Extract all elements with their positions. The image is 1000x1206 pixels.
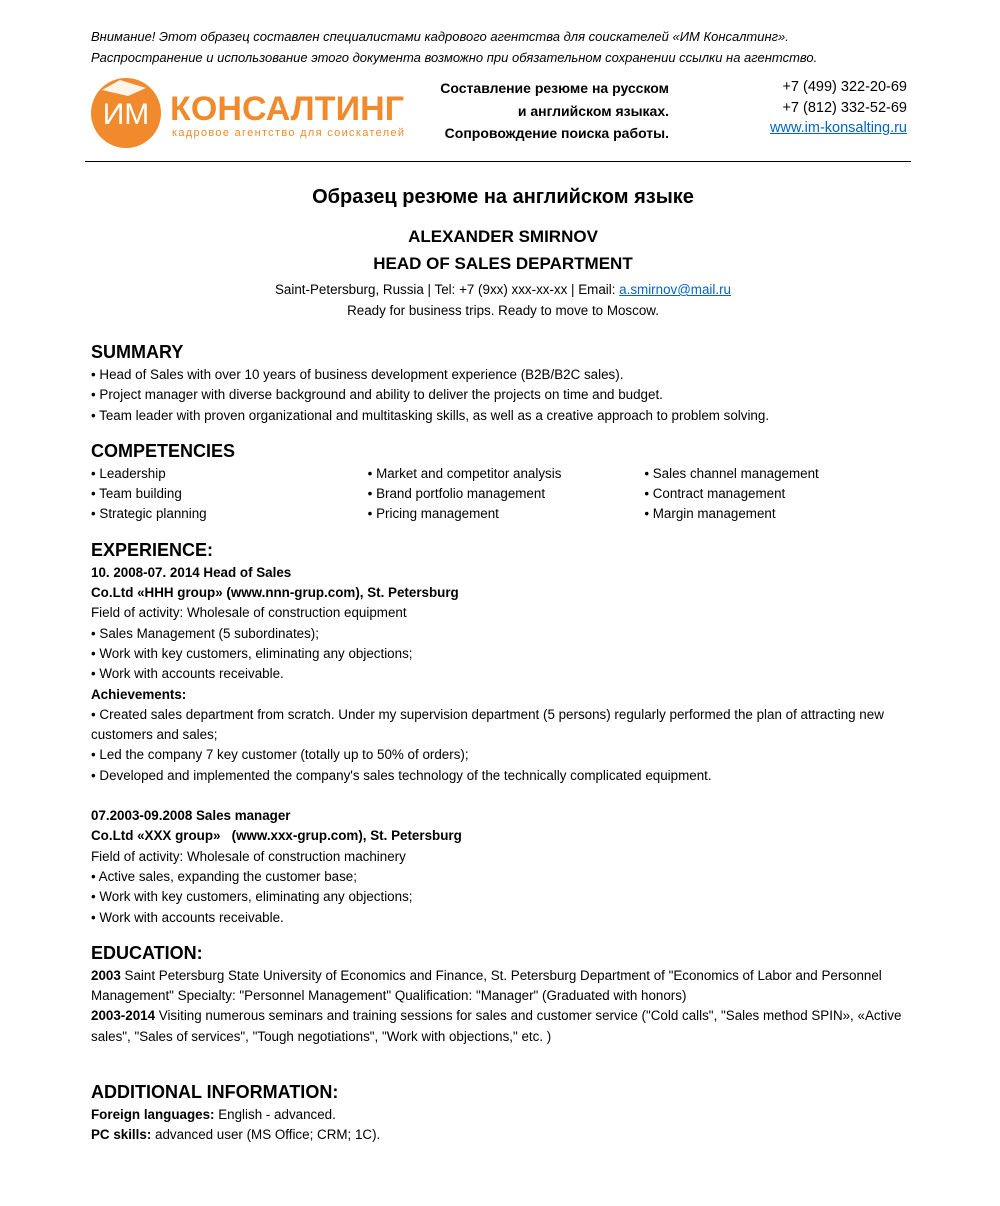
section-heading: SUMMARY [91, 342, 184, 362]
agency-contacts [700, 77, 907, 139]
job-field: Field of activity: Wholesale of construction equipment [91, 605, 407, 621]
job-period: 07.2003-09.2008 Sales manager [91, 808, 291, 824]
phone: +7 (812) 332-52-69 [782, 99, 907, 116]
service-line: и английском языках. [517, 102, 669, 119]
candidate-name: ALEXANDER SMIRNOV [408, 227, 598, 246]
list-item: • Led the company 7 key customer (totally up to 50% of orders); [91, 747, 469, 763]
list-item: • Team building [91, 486, 182, 502]
job-period: 10. 2008-07. 2014 Head of Sales [91, 564, 292, 580]
section-heading: EXPERIENCE: [91, 539, 214, 560]
document-title: Образец резюме на английском языке [312, 186, 694, 208]
list-item: • Market and competitor analysis [367, 465, 562, 481]
list-item: • Sales channel management [644, 465, 819, 481]
copyright-notice [91, 26, 817, 68]
education-section [91, 942, 921, 1067]
info-label: PC skills: [91, 1127, 152, 1143]
relocation-note: Ready for business trips. Ready to move to Moscow. [347, 302, 659, 318]
phone: +7 (499) 322-20-69 [782, 79, 907, 95]
section-heading: COMPETENCIES [91, 440, 236, 461]
list-item: • Sales Management (5 subordinates); [91, 625, 319, 641]
candidate-position: HEAD OF SALES DEPARTMENT [373, 254, 633, 273]
education-item [91, 966, 921, 1007]
job-company: Co.Ltd «XXX group» (www.xxx-grup.com), St. Petersburg [91, 828, 462, 844]
list-item: • Brand portfolio management [367, 486, 546, 502]
list-item: • Developed and implemented the company's sales technology of the technically complicated equipment. [91, 767, 712, 783]
contact-info: Saint-Petersburg, Russia | Tel: +7 (9xx) xxx-xx-xx | Email: [274, 282, 620, 297]
divider [85, 161, 911, 162]
logo-mark: ИМ [102, 98, 150, 131]
additional-section [91, 1081, 921, 1146]
resume-body [91, 341, 921, 1160]
list-item: • Strategic planning [91, 506, 207, 522]
list-item: • Active sales, expanding the customer base; [91, 868, 357, 884]
list-item: • Head of Sales with over 10 years of business development experience (B2B/B2C sales). [91, 367, 624, 382]
list-item: • Margin management [644, 506, 776, 522]
education-item [91, 1006, 921, 1047]
website-link[interactable]: www.im-konsalting.ru [770, 120, 907, 136]
section-heading: EDUCATION: [91, 942, 203, 963]
list-item: • Created sales department from scratch. Under my supervision department (5 persons) regularly performed the plan of attracting new customers and sales; [91, 706, 884, 743]
education-year: 2003 [91, 967, 121, 983]
info-label: Foreign languages: [91, 1107, 215, 1123]
candidate-contacts [0, 280, 1000, 321]
list-item: • Team leader with proven organizational and multitasking skills, as well as a creative approach to problem solving. [91, 407, 770, 423]
list-item: • Work with accounts receivable. [91, 909, 284, 925]
list-item: • Work with key customers, eliminating any objections; [91, 645, 413, 661]
list-item: • Project manager with diverse background and ability to deliver the projects on time and budget. [91, 387, 663, 403]
service-line: Сопровождение поиска работы. [444, 125, 669, 141]
info-item [91, 1105, 921, 1125]
education-text: Visiting numerous seminars and training sessions for sales and customer service ("Cold calls", "Sales method SPIN», «Active sales", "Sales of services", "Tough negotiations", "Work with objections," etc. ) [91, 1008, 902, 1044]
info-text: advanced user (MS Office; CRM; 1C). [151, 1127, 381, 1143]
service-line: Составление резюме на русском [440, 80, 669, 96]
experience-section [91, 539, 921, 928]
education-text: Saint Petersburg State University of Economics and Finance, St. Petersburg Department of "Economics of Labor and Personnel Management" Specialty: "Personnel Management" Qualification: "Manager" (Graduated with honors) [91, 967, 882, 1004]
list-item: • Leadership [91, 465, 166, 481]
competencies-section [91, 440, 921, 525]
list-item: • Contract management [644, 486, 786, 502]
list-item: • Work with accounts receivable. [91, 666, 284, 682]
job-field: Field of activity: Wholesale of construction machinery [91, 848, 406, 864]
info-item [91, 1125, 921, 1145]
agency-logo [88, 74, 408, 148]
services-list [400, 77, 669, 145]
logo-tagline: кадровое агентство для соискателей [172, 127, 404, 139]
email-link[interactable]: a.smirnov@mail.ru [619, 282, 731, 297]
notice-line: Распространение и использование этого документа возможно при обязательном сохранении ссылки на агентство. [91, 50, 818, 65]
logo-name: КОНСАЛТИНГ [170, 90, 404, 128]
section-heading: ADDITIONAL INFORMATION: [91, 1082, 339, 1103]
achievements-label: Achievements: [91, 686, 187, 702]
job-company: Co.Ltd «HHH group» (www.nnn-grup.com), St. Petersburg [91, 585, 459, 601]
list-item: • Pricing management [367, 506, 499, 522]
summary-section [91, 341, 921, 426]
info-text: English - advanced. [214, 1107, 336, 1123]
education-year: 2003-2014 [91, 1008, 156, 1024]
notice-line: Внимание! Этот образец составлен специалистами кадрового агентства для соискателей «ИМ Консалтинг». [91, 29, 789, 44]
list-item: • Work with key customers, eliminating any objections; [91, 889, 413, 905]
